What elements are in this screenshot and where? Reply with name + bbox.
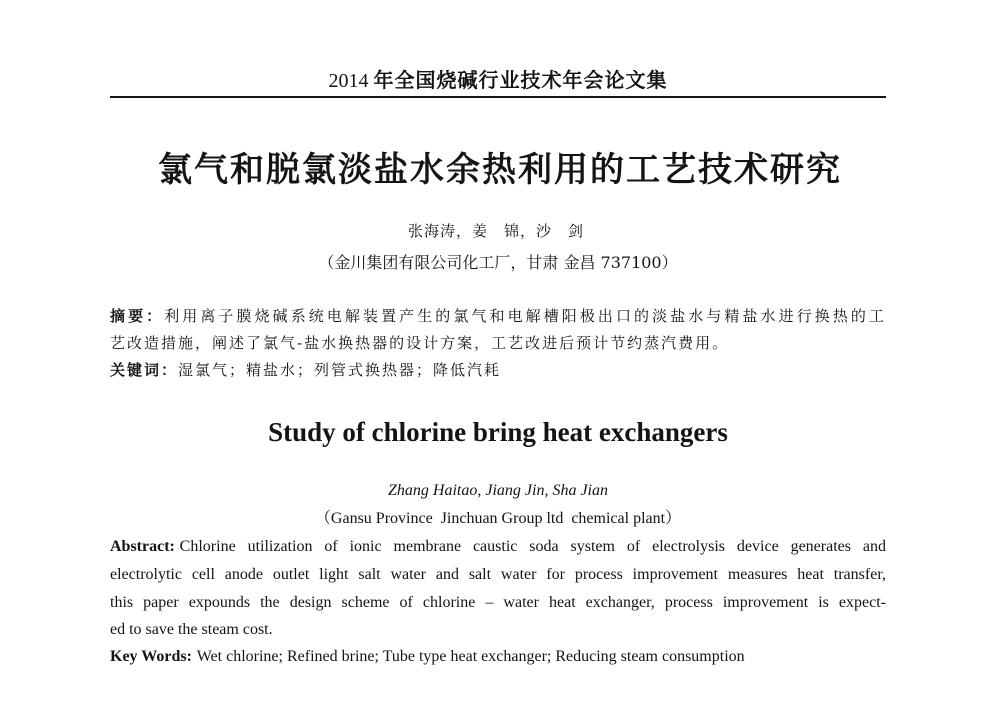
header-rule [110,96,886,98]
abstract-en-line-2: electrolytic cell anode outlet light salt water and salt water for process improvement measures heat transfer, [110,566,886,583]
abstract-cn-label: 摘要： [110,307,165,325]
paper-title-en: Study of chlorine bring heat exchangers [268,417,728,447]
abstract-cn-line-1 [110,305,886,327]
keywords-en [110,646,886,668]
keywords-cn-label: 关键词： [110,361,179,379]
affiliation-en: （Gansu Province Jinchuan Group ltd chemical plant） [314,510,682,527]
keywords-cn-text: 湿氯气；精盐水；列管式换热器；降低汽耗 [178,361,502,379]
abstract-cn-line-2: 艺改造措施，阐述了氯气-盐水换热器的设计方案，工艺改进后预计节约蒸汽费用。 [110,334,730,352]
authors-en: Zhang Haitao, Jiang Jin, Sha Jian [388,482,608,499]
affiliation-cn: （金川集团有限公司化工厂，甘肃 金昌 737100） [318,253,678,272]
abstract-cn-text: 利用离子膜烧碱系统电解装置产生的氯气和电解槽阳极出口的淡盐水与精盐水进行换热的工 [164,307,886,325]
abstract-en-text: Chlorine utilization of ionic membrane caustic soda system of electrolysis device generates and [179,538,886,555]
keywords-en-label: Key Words: [110,648,192,665]
proceedings-year: 2014 [328,70,369,92]
abstract-en-line-4: ed to save the steam cost. [110,621,273,638]
keywords-en-text: Wet chlorine; Refined brine; Tube type heat exchanger; Reducing steam consumption [196,648,745,665]
authors-cn: 张海涛，姜 锦，沙 剑 [407,222,584,240]
abstract-en-label: Abstract: [110,538,175,555]
paper-title-cn: 氯气和脱氯淡盐水余热利用的工艺技术研究 [158,150,842,190]
abstract-en-line-1 [110,536,886,558]
keywords-cn [110,359,886,381]
abstract-en-line-3: this paper expounds the design scheme of chlorine – water heat exchanger, process improvement is expect- [110,594,886,611]
proceedings-title: 年全国烧碱行业技术年会论文集 [373,68,668,92]
proceedings-header [0,66,996,95]
